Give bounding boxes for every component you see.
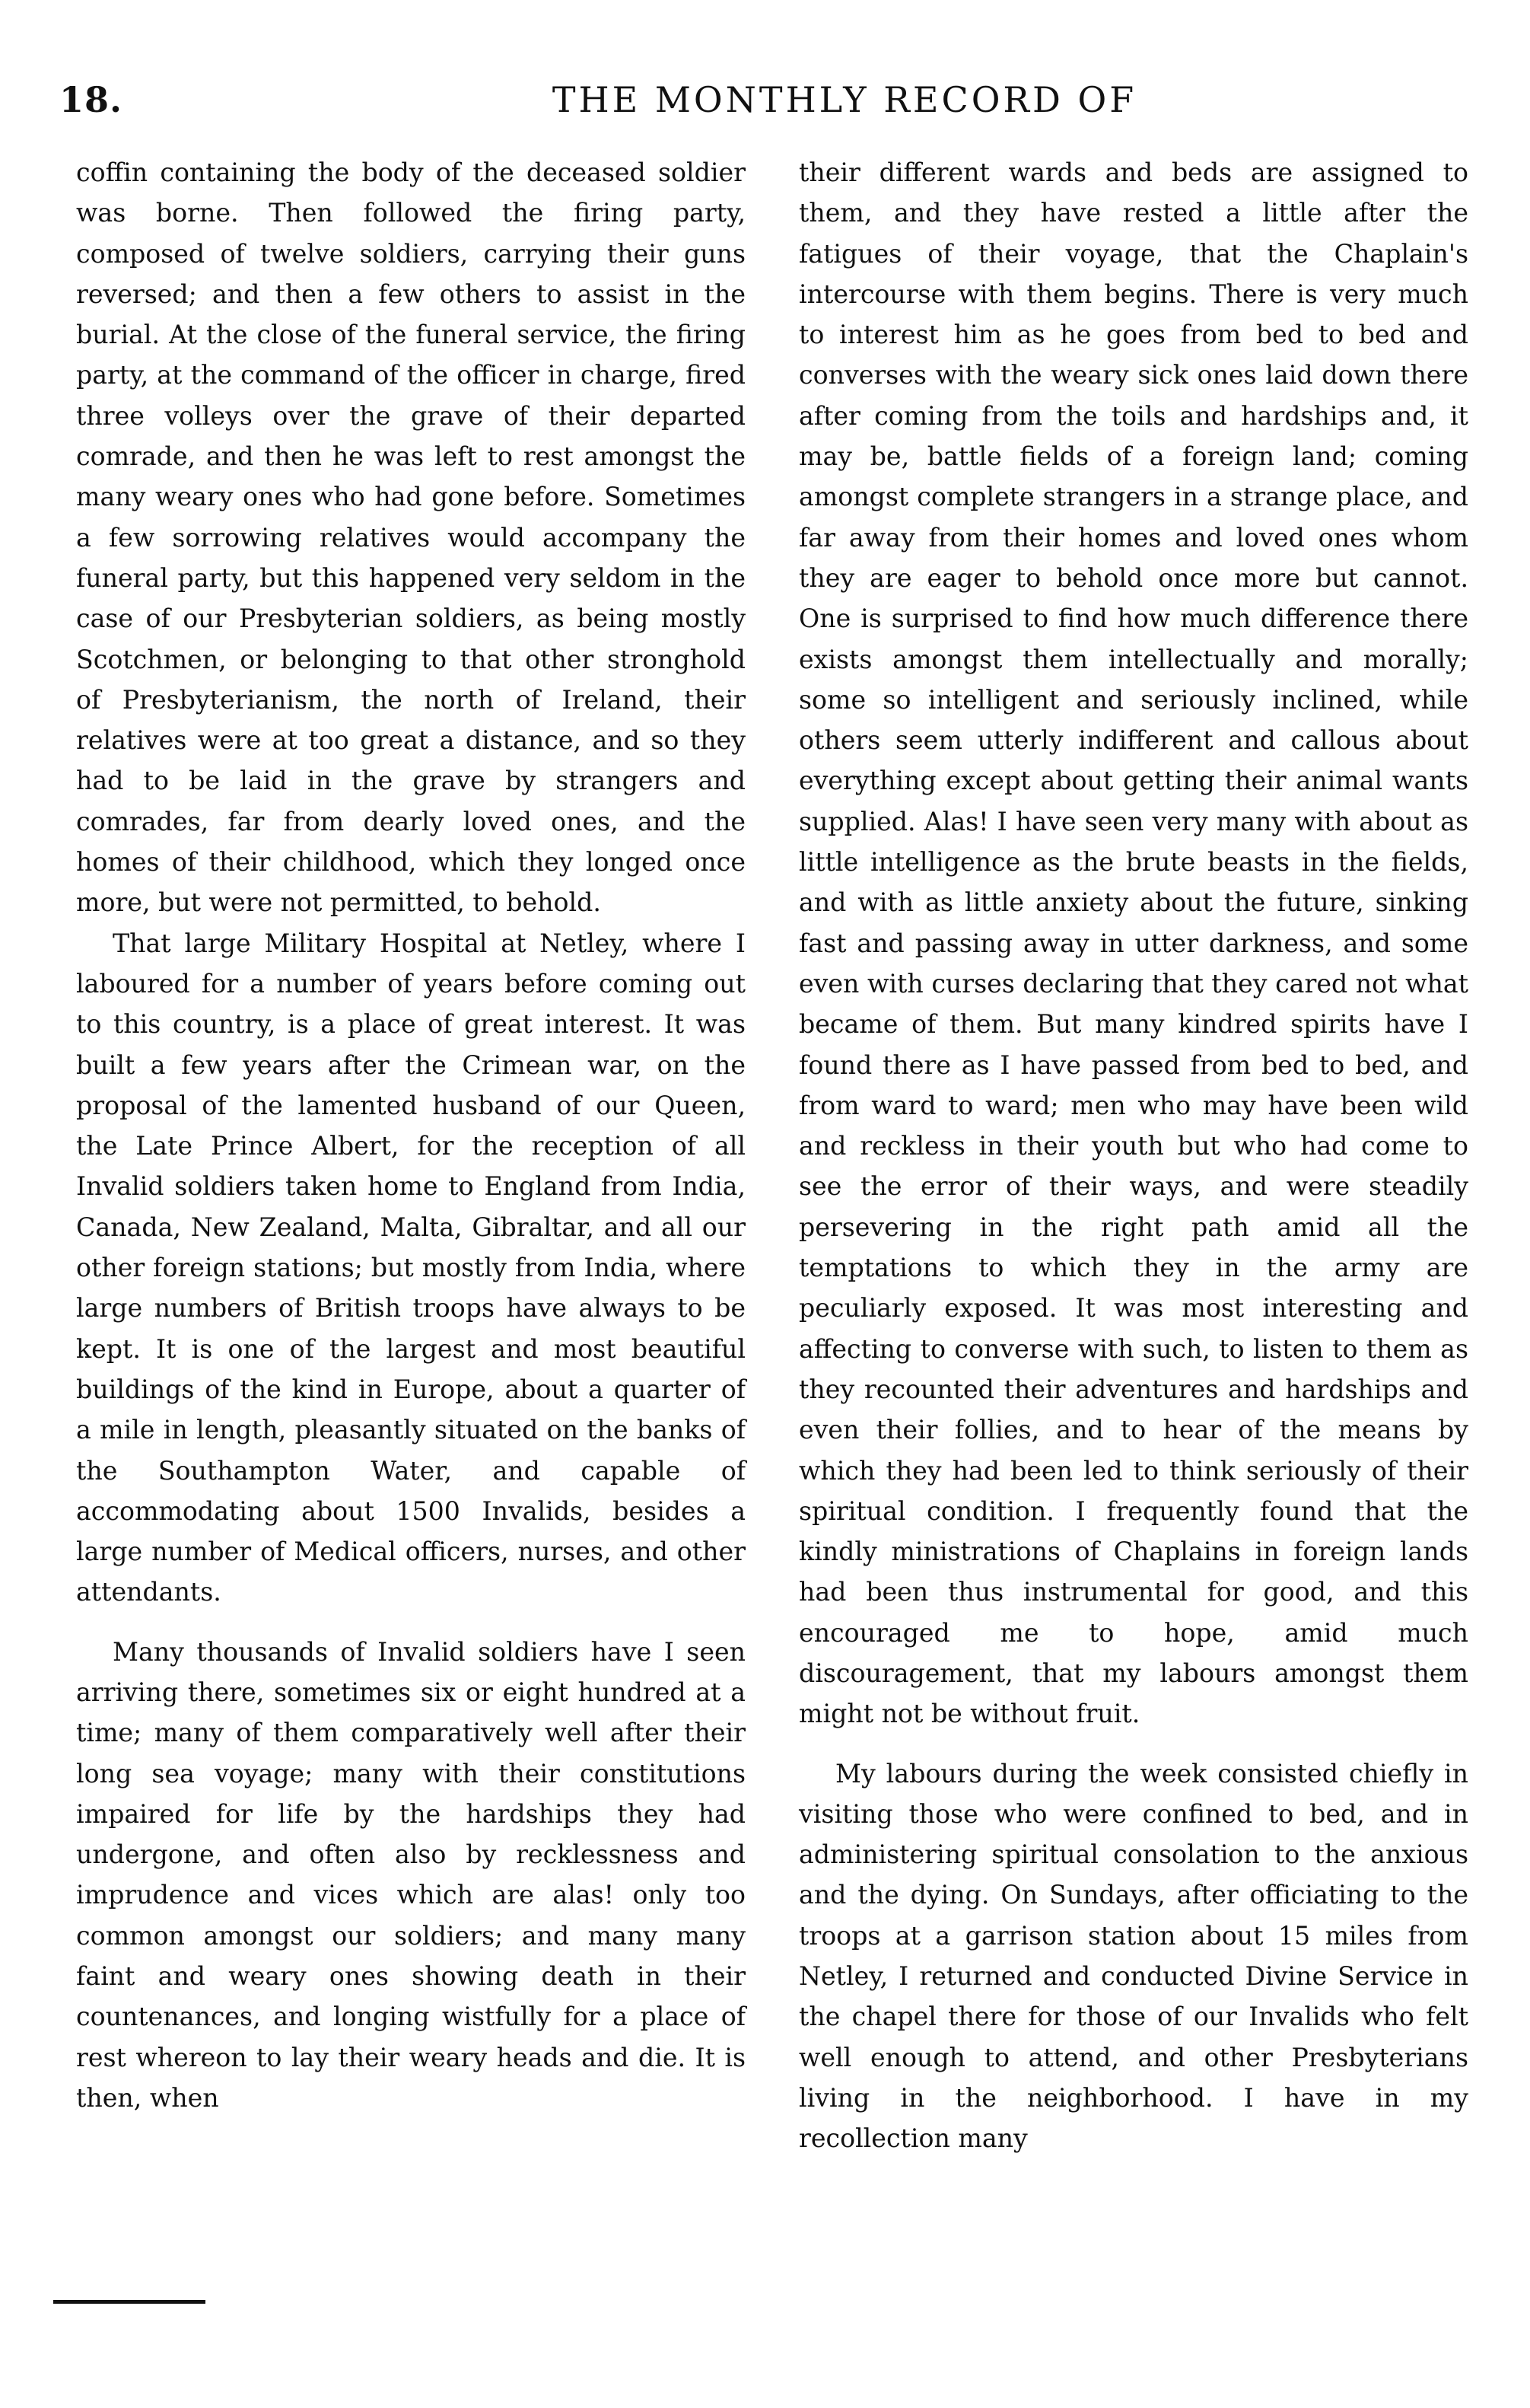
footer-rule <box>53 2300 205 2304</box>
paragraph: My labours during the week consisted chiefly in visiting those who were confined to bed, and in administering spiritual consolation to the anxious and the dying. On Sundays, after officiating to the troops at a garrison station about 15 miles from Netley, I returned and conducted Divine Service in the chapel there for those of our Invalids who felt well enough to attend, and other Presbyterians living in the neighborhood. I have in my recollection many <box>799 1758 1468 2154</box>
paragraph: their different wards and beds are assigned to them, and they have rested a little after the fatigues of their voyage, that the Chaplain's intercourse with them begins. There is very much to interest him as he goes from bed to bed and converses with the weary sick ones laid down there after coming from the toils and hardships and, it may be, battle fields of a foreign land; coming amongst complete strangers in a strange place, and far away from their homes and loved ones whom they are eager to behold once more but cannot. One is surprised to find how much difference there exists amongst them intellectually and morally; some so intelligent and seriously inclined, while others seem utterly indifferent and callous about everything except about getting their animal wants supplied. Alas! I have seen very many with about as little intelligence as the brute beasts in the fields, and with as little anxiety about the future, sinking fast and passing away in utter darkness, and some even with curses declaring that they cared not what became of them. But many kindred spirits have I found there as I have passed from bed to bed, and from ward to ward; men who may have been wild and reckless in their youth but who had come to see the error of their ways, and were steadily persevering in the right path amid all the temptations to which they in the army are peculiarly exposed. It was most interesting and affecting to converse with such, to listen to them as they recounted their adventures and hardships and even their follies, and to hear of the means by which they had been led to think seriously of their spiritual condition. I frequently found that the kindly ministrations of Chaplains in foreign lands had been thus instrumental for good, and this encouraged me to hope, amid much discouragement, that my labours amongst them might not be without fruit. <box>799 158 1468 1729</box>
paragraph: Many thousands of Invalid soldiers have I seen arriving there, sometimes six or eight hundred at a time; many of them comparatively well after their long sea voyage; many with their constitutions impaired for life by the hardships they had undergone, and often also by recklessness and imprudence and vices which are alas! only too common amongst our soldiers; and many many faint and weary ones showing death in their countenances, and longing wistfully for a place of rest whereon to lay their weary heads and die. It is then, when <box>76 1636 746 2113</box>
right-column <box>799 152 1468 2159</box>
page-number: 18. <box>59 79 123 120</box>
left-column <box>76 152 746 2118</box>
running-head: THE MONTHLY RECORD OF <box>552 79 1137 120</box>
paragraph: coffin containing the body of the deceased soldier was borne. Then followed the firing party, composed of twelve soldiers, carrying their guns reversed; and then a few others to assist in the burial. At the close of the funeral service, the firing party, at the command of the officer in charge, fired three volleys over the grave of their departed comrade, and then he was left to rest amongst the many weary ones who had gone before. Sometimes a few sorrowing relatives would accompany the funeral party, but this happened very seldom in the case of our Presbyterian soldiers, as being mostly Scotchmen, or belonging to that other stronghold of Presbyterianism, the north of Ireland, their relatives were at too great a distance, and so they had to be laid in the grave by strangers and comrades, far from dearly loved ones, and the homes of their childhood, which they longed once more, but were not permitted, to behold. <box>76 158 746 918</box>
paragraph: That large Military Hospital at Netley, where I laboured for a number of years before coming out to this country, is a place of great interest. It was built a few years after the Crimean war, on the proposal of the lamented husband of our Queen, the Late Prince Albert, for the reception of all Invalid soldiers taken home to England from India, Canada, New Zealand, Malta, Gibraltar, and all our other foreign stations; but mostly from India, where large numbers of British troops have always to be kept. It is one of the largest and most beautiful buildings of the kind in Europe, about a quarter of a mile in length, pleasantly situated on the banks of the Southampton Water, and capable of accommodating about 1500 Invalids, besides a large number of Medical officers, nurses, and other attendants. <box>76 928 746 1607</box>
